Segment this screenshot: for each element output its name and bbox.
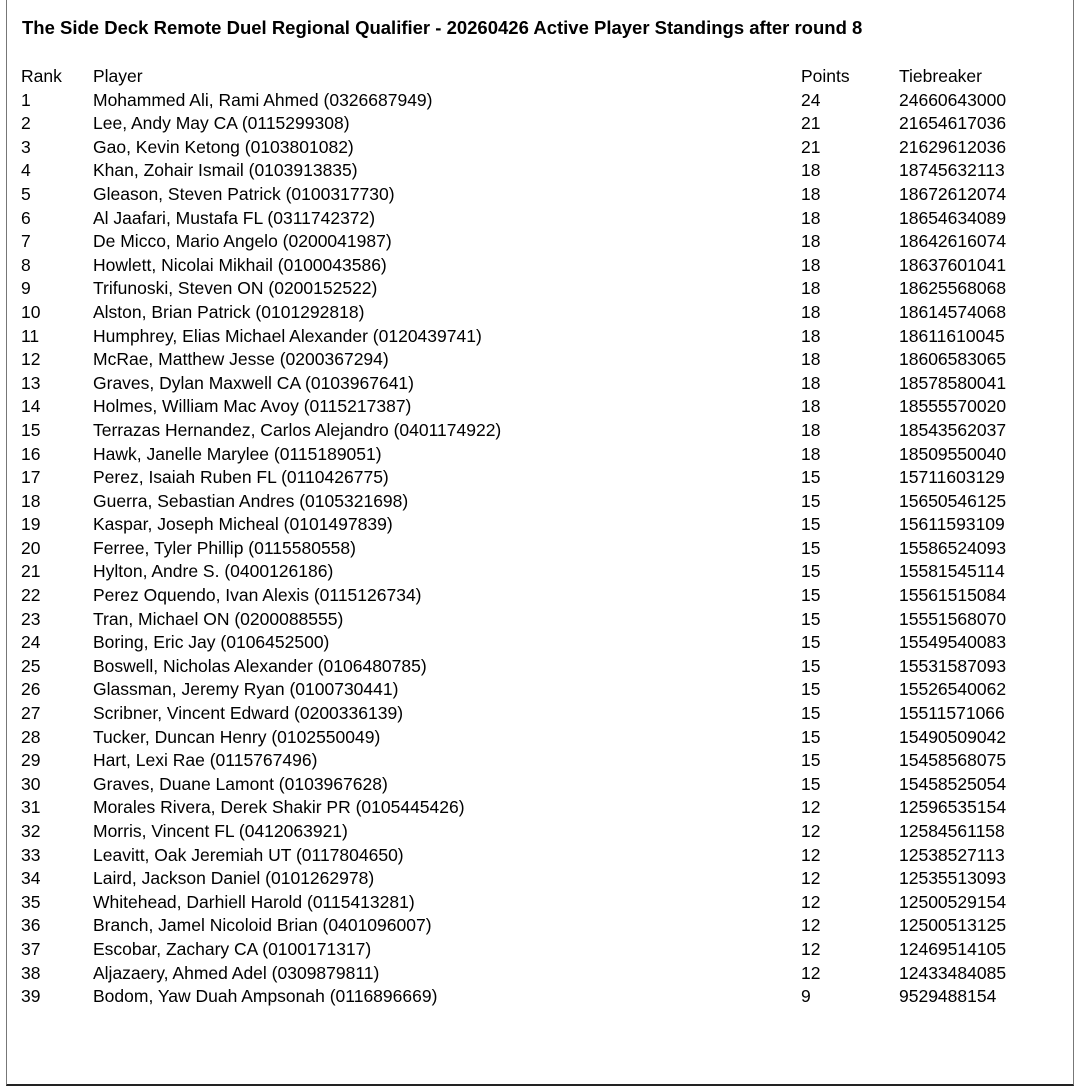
points-cell: 18	[801, 278, 821, 299]
tiebreaker-cell: 15458525054	[899, 773, 1007, 794]
player-cell: Bodom, Yaw Duah Ampsonah (0116896669)	[93, 986, 438, 1007]
rank-cell: 22	[21, 585, 41, 606]
player-cell: Morris, Vincent FL (0412063921)	[93, 821, 348, 841]
table-row	[21, 914, 1073, 938]
points-cell: 15	[801, 750, 821, 771]
points-cell: 12	[801, 891, 821, 912]
tiebreaker-cell: 12500513125	[899, 915, 1007, 936]
player-cell: Hart, Lexi Rae (0115767496)	[93, 750, 318, 771]
player-cell: Hawk, Janelle Marylee (0115189051)	[93, 443, 382, 464]
standings-table	[21, 65, 1073, 1009]
table-row	[21, 749, 1073, 773]
table-row	[21, 348, 1073, 372]
tiebreaker-cell: 15458568075	[899, 750, 1007, 771]
tiebreaker-cell: 12500529154	[899, 891, 1007, 912]
points-cell: 18	[801, 372, 821, 393]
points-cell: 12	[801, 938, 821, 959]
player-cell: Escobar, Zachary CA (0100171317)	[93, 938, 372, 959]
player-cell: Boring, Eric Jay (0106452500)	[93, 632, 330, 653]
points-cell: 12	[801, 962, 821, 983]
rank-cell: 20	[21, 537, 41, 558]
table-row	[21, 395, 1073, 419]
rank-cell: 3	[21, 136, 31, 157]
points-cell: 15	[801, 773, 821, 794]
rank-cell: 5	[21, 183, 31, 204]
rank-cell: 11	[21, 325, 40, 346]
tiebreaker-cell: 18637601041	[899, 254, 1007, 275]
table-row	[21, 655, 1073, 679]
points-cell: 18	[801, 443, 821, 464]
rank-cell: 1	[21, 89, 31, 110]
table-row	[21, 702, 1073, 726]
points-cell: 15	[801, 608, 821, 629]
points-cell: 15	[801, 537, 821, 558]
tiebreaker-cell: 15511571066	[899, 703, 1005, 724]
table-row	[21, 207, 1073, 231]
points-cell: 21	[801, 136, 821, 157]
table-row	[21, 159, 1073, 183]
table-row	[21, 372, 1073, 396]
tiebreaker-cell: 9529488154	[899, 986, 997, 1007]
tiebreaker-cell: 18543562037	[899, 419, 1007, 440]
points-cell: 15	[801, 561, 821, 582]
table-row	[21, 325, 1073, 349]
rank-cell: 29	[21, 750, 41, 771]
player-cell: Gleason, Steven Patrick (0100317730)	[93, 183, 395, 204]
tiebreaker-cell: 18745632113	[899, 160, 1005, 181]
table-row	[21, 419, 1073, 443]
points-cell: 18	[801, 349, 821, 370]
player-cell: Whitehead, Darhiell Harold (0115413281)	[93, 891, 415, 912]
table-row	[21, 867, 1073, 891]
points-cell: 9	[801, 986, 811, 1007]
table-row	[21, 820, 1073, 844]
tiebreaker-cell: 18509550040	[899, 443, 1007, 464]
rank-cell: 16	[21, 443, 41, 464]
rank-cell: 35	[21, 891, 41, 912]
player-cell: Glassman, Jeremy Ryan (0100730441)	[93, 679, 399, 700]
rank-cell: 24	[21, 632, 41, 653]
table-row	[21, 183, 1073, 207]
rank-cell: 7	[21, 231, 31, 252]
player-cell: Morales Rivera, Derek Shakir PR (0105445426)	[93, 797, 465, 818]
rank-cell: 26	[21, 679, 41, 700]
tiebreaker-cell: 18555570020	[899, 396, 1007, 417]
tiebreaker-cell: 18614574068	[899, 301, 1007, 322]
rank-cell: 30	[21, 773, 41, 794]
points-cell: 15	[801, 585, 821, 606]
points-cell: 15	[801, 467, 821, 488]
table-row	[21, 560, 1073, 584]
points-cell: 12	[801, 868, 821, 889]
tiebreaker-cell: 15490509042	[899, 726, 1007, 747]
points-cell: 18	[801, 254, 821, 275]
player-cell: Al Jaafari, Mustafa FL (0311742372)	[93, 207, 376, 228]
tiebreaker-cell: 15531587093	[899, 655, 1007, 676]
table-row	[21, 513, 1073, 537]
rank-cell: 25	[21, 655, 41, 676]
points-cell: 15	[801, 679, 821, 700]
points-cell: 12	[801, 821, 821, 841]
points-cell: 24	[801, 89, 821, 110]
tiebreaker-cell: 15586524093	[899, 537, 1007, 558]
table-row	[21, 537, 1073, 561]
table-row	[21, 136, 1073, 160]
tiebreaker-cell: 12538527113	[899, 844, 1005, 865]
points-cell: 15	[801, 632, 821, 653]
standings-document	[6, 0, 1074, 1086]
player-cell: Hylton, Andre S. (0400126186)	[93, 561, 334, 582]
points-cell: 15	[801, 514, 821, 535]
rank-cell: 23	[21, 608, 41, 629]
rank-cell: 17	[21, 467, 41, 488]
player-cell: Graves, Duane Lamont (0103967628)	[93, 773, 388, 794]
player-cell: Lee, Andy May CA (0115299308)	[93, 113, 350, 134]
rank-cell: 32	[21, 821, 41, 841]
tiebreaker-cell: 18642616074	[899, 231, 1007, 252]
table-row	[21, 584, 1073, 608]
table-row	[21, 490, 1073, 514]
player-cell: Laird, Jackson Daniel (0101262978)	[93, 868, 375, 889]
rank-cell: 14	[21, 396, 41, 417]
points-cell: 18	[801, 419, 821, 440]
tiebreaker-cell: 12584561158	[899, 821, 1005, 841]
rank-cell: 37	[21, 938, 41, 959]
rank-cell: 10	[21, 301, 41, 322]
table-row	[21, 301, 1073, 325]
points-cell: 15	[801, 490, 821, 511]
points-cell: 12	[801, 844, 821, 865]
tiebreaker-cell: 12596535154	[899, 797, 1007, 818]
standings-rows	[21, 89, 1073, 1009]
rank-cell: 36	[21, 915, 41, 936]
player-cell: Branch, Jamel Nicoloid Brian (0401096007)	[93, 915, 432, 936]
table-row	[21, 112, 1073, 136]
document-title: The Side Deck Remote Duel Regional Qualifier - 20260426 Active Player Standings after round 8	[22, 17, 863, 38]
table-row	[21, 938, 1073, 962]
tiebreaker-cell: 15526540062	[899, 679, 1007, 700]
player-cell: Tucker, Duncan Henry (0102550049)	[93, 726, 381, 747]
tiebreaker-cell: 12469514105	[899, 938, 1007, 959]
table-row	[21, 678, 1073, 702]
table-row	[21, 466, 1073, 490]
player-cell: Terrazas Hernandez, Carlos Alejandro (0401174922)	[93, 419, 502, 440]
player-cell: Perez Oquendo, Ivan Alexis (0115126734)	[93, 585, 422, 606]
player-cell: Guerra, Sebastian Andres (0105321698)	[93, 490, 409, 511]
player-cell: Tran, Michael ON (0200088555)	[93, 608, 344, 629]
player-cell: Kaspar, Joseph Micheal (0101497839)	[93, 514, 393, 535]
points-cell: 18	[801, 325, 821, 346]
player-cell: Scribner, Vincent Edward (0200336139)	[93, 703, 404, 724]
player-cell: Leavitt, Oak Jeremiah UT (0117804650)	[93, 844, 404, 865]
player-cell: Mohammed Ali, Rami Ahmed (0326687949)	[93, 89, 433, 110]
table-row	[21, 844, 1073, 868]
tiebreaker-cell: 15561515084	[899, 585, 1007, 606]
points-cell: 18	[801, 396, 821, 417]
table-row	[21, 726, 1073, 750]
rank-cell: 13	[21, 372, 41, 393]
player-cell: Howlett, Nicolai Mikhail (0100043586)	[93, 254, 387, 275]
table-row	[21, 773, 1073, 797]
tiebreaker-cell: 18654634089	[899, 207, 1007, 228]
rank-cell: 28	[21, 726, 41, 747]
tiebreaker-cell: 21629612036	[899, 136, 1007, 157]
rank-cell: 6	[21, 207, 31, 228]
table-row	[21, 631, 1073, 655]
rank-cell: 18	[21, 490, 41, 511]
player-cell: Humphrey, Elias Michael Alexander (0120439741)	[93, 325, 482, 346]
tiebreaker-cell: 15549540083	[899, 632, 1007, 653]
player-cell: Ferree, Tyler Phillip (0115580558)	[93, 537, 356, 558]
points-cell: 15	[801, 703, 821, 724]
player-cell: Trifunoski, Steven ON (0200152522)	[93, 278, 378, 299]
table-row	[21, 796, 1073, 820]
column-header-rank: Rank	[21, 66, 62, 86]
points-cell: 12	[801, 797, 821, 818]
player-cell: Boswell, Nicholas Alexander (0106480785)	[93, 655, 427, 676]
rank-cell: 34	[21, 868, 41, 889]
player-cell: Aljazaery, Ahmed Adel (0309879811)	[93, 962, 380, 983]
header-row	[21, 65, 1073, 89]
points-cell: 18	[801, 207, 821, 228]
table-row	[21, 89, 1073, 113]
table-row	[21, 230, 1073, 254]
column-header-tiebreaker: Tiebreaker	[899, 66, 982, 86]
rank-cell: 15	[21, 419, 41, 440]
tiebreaker-cell: 15711603129	[899, 467, 1005, 488]
points-cell: 18	[801, 231, 821, 252]
points-cell: 18	[801, 301, 821, 322]
table-row	[21, 985, 1073, 1009]
rank-cell: 4	[21, 160, 31, 181]
points-cell: 21	[801, 113, 821, 134]
table-row	[21, 962, 1073, 986]
tiebreaker-cell: 18611610045	[899, 325, 1005, 346]
player-cell: Gao, Kevin Ketong (0103801082)	[93, 136, 354, 157]
tiebreaker-cell: 12535513093	[899, 868, 1007, 889]
rank-cell: 9	[21, 278, 31, 299]
rank-cell: 38	[21, 962, 41, 983]
rank-cell: 12	[21, 349, 41, 370]
player-cell: McRae, Matthew Jesse (0200367294)	[93, 349, 389, 370]
table-row	[21, 277, 1073, 301]
table-row	[21, 608, 1073, 632]
tiebreaker-cell: 15650546125	[899, 490, 1007, 511]
tiebreaker-cell: 15611593109	[899, 514, 1005, 535]
tiebreaker-cell: 18625568068	[899, 278, 1007, 299]
column-header-points: Points	[801, 66, 850, 86]
player-cell: Khan, Zohair Ismail (0103913835)	[93, 160, 358, 181]
rank-cell: 27	[21, 703, 41, 724]
tiebreaker-cell: 18672612074	[899, 183, 1007, 204]
tiebreaker-cell: 24660643000	[899, 89, 1007, 110]
player-cell: Perez, Isaiah Ruben FL (0110426775)	[93, 467, 389, 488]
tiebreaker-cell: 21654617036	[899, 113, 1007, 134]
player-cell: De Micco, Mario Angelo (0200041987)	[93, 231, 392, 252]
points-cell: 18	[801, 183, 821, 204]
table-row	[21, 891, 1073, 915]
player-cell: Alston, Brian Patrick (0101292818)	[93, 301, 365, 322]
player-cell: Holmes, William Mac Avoy (0115217387)	[93, 396, 412, 417]
table-row	[21, 443, 1073, 467]
rank-cell: 8	[21, 254, 31, 275]
rank-cell: 31	[21, 797, 41, 818]
column-header-player: Player	[93, 66, 143, 86]
points-cell: 15	[801, 655, 821, 676]
rank-cell: 33	[21, 844, 41, 865]
tiebreaker-cell: 12433484085	[899, 962, 1007, 983]
points-cell: 12	[801, 915, 821, 936]
tiebreaker-cell: 18606583065	[899, 349, 1007, 370]
player-cell: Graves, Dylan Maxwell CA (0103967641)	[93, 372, 414, 393]
tiebreaker-cell: 15581545114	[899, 561, 1005, 582]
points-cell: 18	[801, 160, 821, 181]
rank-cell: 21	[21, 561, 41, 582]
rank-cell: 39	[21, 986, 41, 1007]
points-cell: 15	[801, 726, 821, 747]
tiebreaker-cell: 15551568070	[899, 608, 1007, 629]
tiebreaker-cell: 18578580041	[899, 372, 1007, 393]
rank-cell: 2	[21, 113, 31, 134]
table-row	[21, 254, 1073, 278]
rank-cell: 19	[21, 514, 41, 535]
